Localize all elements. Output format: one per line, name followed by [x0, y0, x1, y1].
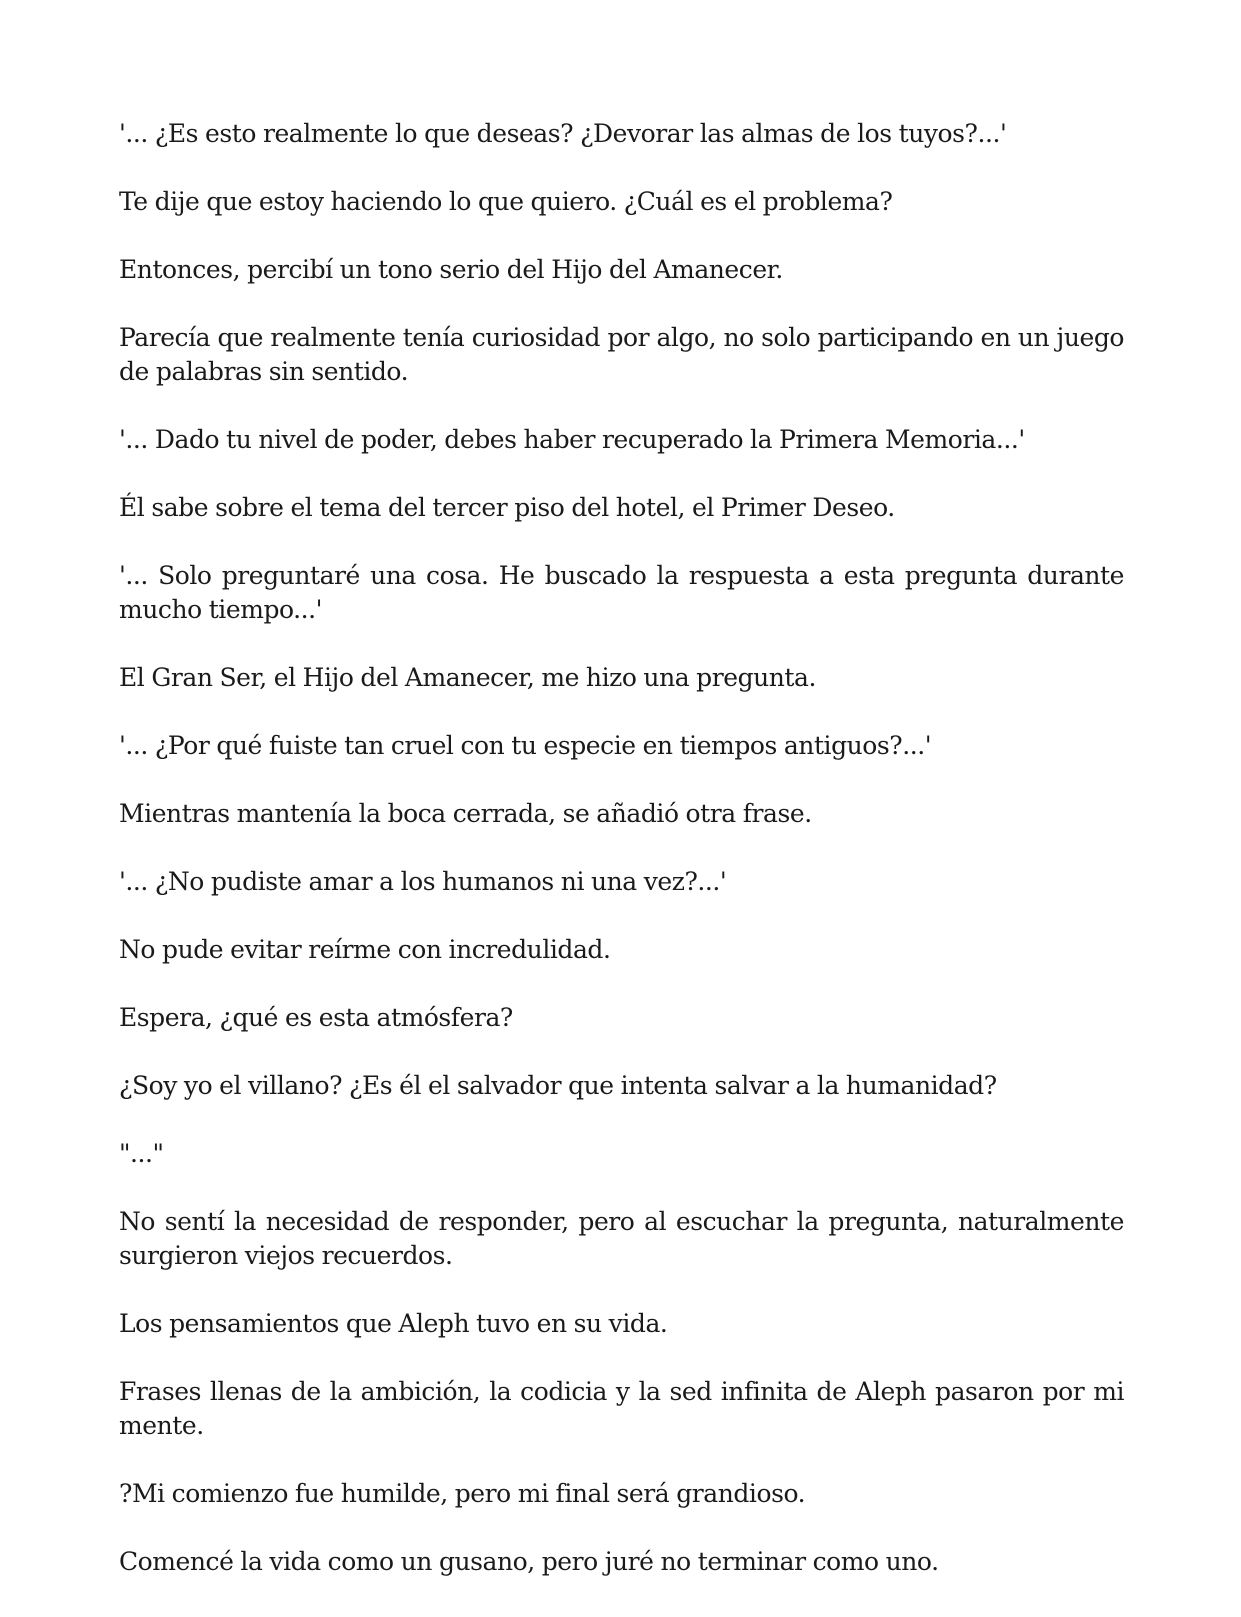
paragraph: '... ¿No pudiste amar a los humanos ni una vez?...'	[119, 867, 727, 896]
paragraph: '... Solo preguntaré una cosa. He buscado la respuesta a esta pregunta durante mucho tiempo...'	[119, 561, 1124, 624]
paragraph: Te dije que estoy haciendo lo que quiero. ¿Cuál es el problema?	[119, 187, 893, 216]
paragraph: Entonces, percibí un tono serio del Hijo del Amanecer.	[119, 255, 783, 284]
paragraph: Frases llenas de la ambición, la codicia y la sed infinita de Aleph pasaron por mi mente.	[119, 1377, 1124, 1440]
paragraph: Él sabe sobre el tema del tercer piso del hotel, el Primer Deseo.	[119, 493, 895, 522]
paragraph: Parecía que realmente tenía curiosidad por algo, no solo participando en un juego de palabras sin sentido.	[119, 323, 1124, 386]
paragraph: Espera, ¿qué es esta atmósfera?	[119, 1003, 513, 1032]
paragraph: Los pensamientos que Aleph tuvo en su vida.	[119, 1309, 668, 1338]
paragraph: No pude evitar reírme con incredulidad.	[119, 935, 611, 964]
paragraph: "..."	[119, 1139, 164, 1168]
paragraph: ¿Soy yo el villano? ¿Es él el salvador que intenta salvar a la humanidad?	[119, 1071, 997, 1100]
paragraph: El Gran Ser, el Hijo del Amanecer, me hizo una pregunta.	[119, 663, 816, 692]
paragraph: '... ¿Por qué fuiste tan cruel con tu especie en tiempos antiguos?...'	[119, 731, 932, 760]
paragraph: No sentí la necesidad de responder, pero al escuchar la pregunta, naturalmente surgieron viejos recuerdos.	[119, 1207, 1124, 1270]
document-body	[119, 117, 1124, 1613]
paragraph: Comencé la vida como un gusano, pero juré no terminar como uno.	[119, 1547, 939, 1576]
paragraph: Mientras mantenía la boca cerrada, se añadió otra frase.	[119, 799, 812, 828]
paragraph: '... ¿Es esto realmente lo que deseas? ¿Devorar las almas de los tuyos?...'	[119, 119, 1007, 148]
paragraph: ?Mi comienzo fue humilde, pero mi final será grandioso.	[119, 1479, 806, 1508]
paragraph: '... Dado tu nivel de poder, debes haber recuperado la Primera Memoria...'	[119, 425, 1025, 454]
